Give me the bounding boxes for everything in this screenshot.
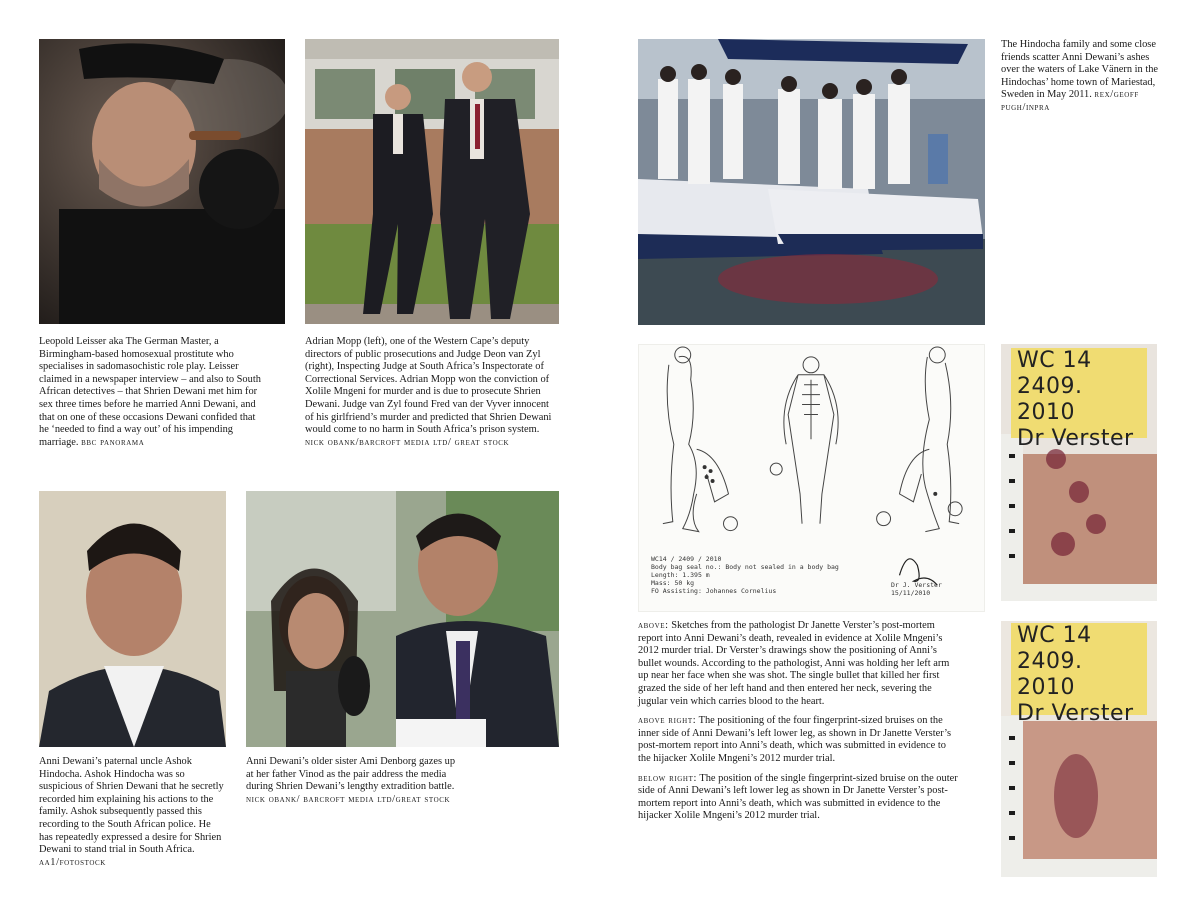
evidence-label-line: 2409. 2010 [1017, 649, 1083, 700]
evidence-label-line: Dr Verster [1017, 426, 1134, 451]
pathologist-sketch-panel [638, 344, 985, 612]
evidence-label-line: WC 14 [1017, 348, 1092, 373]
caption-sketch [638, 620, 958, 708]
caption-text: The position of the single fingerprint-sized bruise on the outer side of Anni Dewani’s left lower leg as shown in Dr Janette Verster’s post-mortem report into Anni’s death, which was submitted in evidence to the hijacker Xolile Mngeni’s 2012 murder trial. [638, 772, 958, 822]
photo-press-conference-icon [246, 491, 559, 747]
photo-boat [638, 39, 985, 325]
photo-credit: nick obank/barcroft media ltd/ great stock [305, 436, 510, 448]
caption-text: Sketches from the pathologist Dr Janette Verster’s post-mortem report into Anni Dewani’s death, revealed in evidence at Xolile Mngeni’s 2012 murder trial. Dr Verster’s drawings show the positioning of Anni’s bullet wounds. According to the pathologist, Anni was holding her left arm up near her face when she was shot. The single bullet that killed her first grazed the side of her left hand and then entered her neck, severing the jugular vein which carries blood to the heart. [638, 620, 950, 707]
caption-boat [1001, 39, 1161, 115]
evidence-label-line: WC 14 [1017, 623, 1092, 648]
signature-date: 15/11/2010 [891, 589, 931, 597]
caption-text: The Hindocha family and some close friends scatter Anni Dewani’s ashes over the waters of Lake Vänern in the Hindochas’ home town of Mariestad, Sweden in May 2011. [1001, 39, 1159, 101]
caption-text: Anni Dewani’s paternal uncle Ashok Hindocha. Ashok Hindocha was so suspicious of Shrien Dewani that he secretly recorded him explaining his actions to the family. Ashok subsequently passed this recording to the South African police. He has repeatedly expressed a desire for Shrien Dewani to stand trial in South Africa. [39, 756, 224, 856]
sketch-annotation-line: Length: 1.395 m [651, 571, 710, 579]
caption-text: Anni Dewani’s older sister Ami Denborg gazes up at her father Vinod as the pair address the media during Shrien Dewani’s lengthy extradition battle. [246, 756, 456, 793]
evidence-label [1011, 348, 1147, 451]
sketch-annotation-line: Body bag seal no.: Body not sealed in a body bag [651, 563, 839, 571]
caption-leisser [39, 336, 261, 449]
photo-credit: nick obank/ barcroft media ltd/great stock [246, 793, 451, 805]
sketch-annotation-line: Mass: 50 kg [651, 579, 695, 587]
photo-evidence-top [1001, 344, 1157, 601]
portrait-photo-man-smoking-cigar-icon [39, 39, 285, 324]
photo-denborg [246, 491, 559, 747]
caption-mopp [305, 336, 553, 449]
caption-text: Leopold Leisser aka The German Master, a Birmingham-based homosexual prostitute who specialises in sadomasochistic role play. Leisser claimed in a newspaper interview – and also to South African detectives – that Shrien Dewani met him for sex three times before he married Anni Dewani, and that on one of these occasions Dewani confided that he ‘needed to find a way out’ of his impending marriage. [39, 336, 261, 448]
evidence-label [1011, 623, 1147, 726]
photo-mopp-vanzyl [305, 39, 559, 324]
caption-ashok [39, 756, 224, 869]
photo-leisser [39, 39, 285, 324]
caption-lead: above: [638, 620, 669, 631]
photo-evidence-bottom [1001, 621, 1157, 877]
caption-below-right [638, 773, 958, 823]
sketch-annotation-line: WC14 / 2409 / 2010 [651, 555, 722, 563]
caption-text: Adrian Mopp (left), one of the Western Cape’s deputy directors of public prosecutions and Judge Deon van Zyl (right), Inspecting Judge at South Africa’s Inspectorate of Correctional Services. Adrian Mopp won the conviction of Xolile Mngeni for murder and is due to prosecute Shrien Dewani. Judge van Zyl found Fred van der Vyver innocent of his girlfriend’s murder and predicted that Shrien Dewani would come to no harm in South Africa’s prison system. [305, 336, 552, 436]
caption-denborg [246, 756, 456, 806]
evidence-label-line: Dr Verster [1017, 701, 1134, 726]
evidence-label-line: 2409. 2010 [1017, 374, 1083, 425]
caption-lead: above right: [638, 715, 697, 727]
photo-ashok [39, 491, 226, 747]
photo-credit: bbc panorama [81, 436, 145, 448]
portrait-photo-man-icon [39, 491, 226, 747]
caption-text: The positioning of the four fingerprint-sized bruises on the inner side of Anni Dewani’s left lower leg, as shown in Dr Janette Verster’s post-mortem report into Anni’s death, which was submitted in evidence to the hijacker Xolile Mngeni’s 2012 murder trial. [638, 715, 951, 764]
caption-lead: below right: [638, 772, 697, 784]
sketch-signature [891, 581, 971, 597]
photo-two-men-walking-icon [305, 39, 559, 324]
sketch-annotation [651, 555, 851, 595]
signature-name: Dr J. Verster [891, 581, 942, 589]
photo-family-on-boat-scattering-ashes-icon [638, 39, 985, 325]
photo-credit: aa1/fotostock [39, 856, 106, 868]
caption-sketch-group [638, 620, 958, 830]
sketch-annotation-line: FO Assisting: Johannes Cornelius [651, 587, 777, 595]
photo-credit: rex/geoff pugh/inpra [1001, 89, 1139, 113]
caption-above-right [638, 715, 958, 765]
